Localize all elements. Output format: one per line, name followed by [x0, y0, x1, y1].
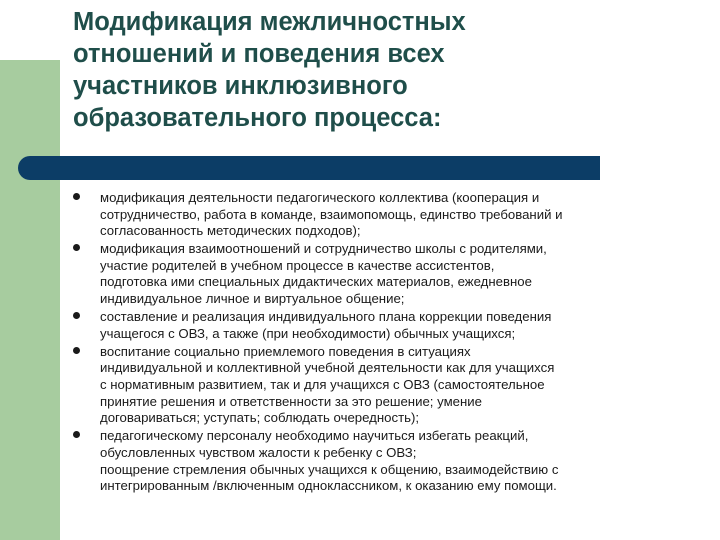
bullet-line: модификация деятельности педагогического коллектива (кооперация и [100, 190, 540, 205]
bullet-item [80, 309, 680, 342]
bullet-dot-icon [73, 312, 80, 319]
title-divider-bar [18, 156, 600, 180]
bullet-line: обусловленных чувством жалости к ребенку с ОВЗ; [100, 444, 417, 460]
bullet-line: с нормативным развитием, так и для учащихся с ОВЗ (самостоятельное [100, 377, 545, 393]
bullet-line: принятие решения и ответственности за это решение; умение [100, 393, 482, 409]
bullet-line: подготовка ими специальных дидактических материалов, ежедневное [100, 274, 532, 290]
bullet-text [100, 344, 680, 427]
bullet-line: составление и реализация индивидуального плана коррекции поведения [100, 309, 552, 325]
bullet-text [100, 190, 680, 240]
title-line: Модификация межличностных [73, 8, 466, 36]
bullet-line: учащегося с ОВЗ, а также (при необходимости) обычных учащихся; [100, 325, 516, 341]
bullet-line: поощрение стремления обычных учащихся к общению, взаимодействию с [100, 461, 559, 477]
bullet-line: сотрудничество, работа в команде, взаимопомощь, единство требований и [100, 206, 563, 222]
bullet-line: участие родителей в учебном процессе в качестве ассистентов, [100, 257, 495, 273]
title-line: образовательного процесса: [73, 104, 442, 132]
bullet-item [80, 428, 680, 494]
bullet-line: модификация взаимоотношений и сотрудничество школы с родителями, [100, 241, 547, 257]
bullet-line: договариваться; уступать; соблюдать очередность); [100, 410, 420, 426]
title-line: участников инклюзивного [73, 72, 408, 100]
bullet-line: интегрированным /включенным одноклассником, к оказанию ему помощи. [100, 478, 557, 494]
bullet-line: индивидуальной и коллективной учебной деятельности как для учащихся [100, 360, 555, 376]
title-line: отношений и поведения всех [73, 40, 445, 68]
bullet-dot-icon [73, 347, 80, 354]
slide-title [73, 6, 693, 134]
bullet-text [100, 428, 680, 494]
bullet-item [80, 241, 680, 307]
bullet-item [80, 190, 680, 240]
bullet-dot-icon [73, 244, 80, 251]
bullet-line: индивидуальное личное и виртуальное общение; [100, 291, 405, 307]
bullet-line: согласованность методических подходов); [100, 223, 361, 239]
bullet-list [80, 190, 680, 496]
left-accent-band [0, 0, 60, 540]
bullet-line: педагогическому персоналу необходимо научиться избегать реакций, [100, 428, 529, 444]
bullet-line: воспитание социально приемлемого поведения в ситуациях [100, 343, 471, 359]
bullet-item [80, 344, 680, 427]
bullet-text [100, 241, 680, 307]
bullet-dot-icon [73, 431, 80, 438]
bullet-text [100, 309, 680, 342]
bullet-dot-icon [73, 193, 80, 200]
